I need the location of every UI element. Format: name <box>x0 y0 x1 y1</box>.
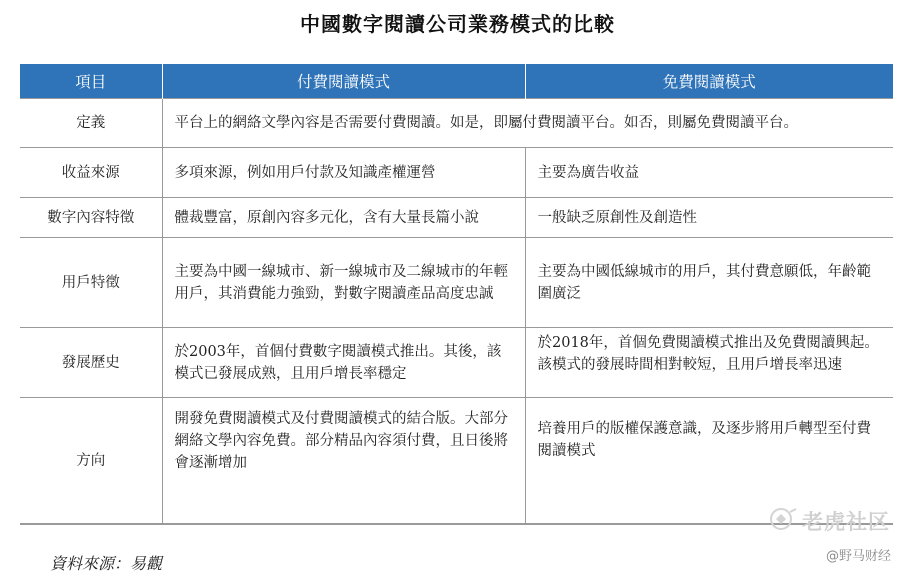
free-cell: 主要為中國低線城市的用戶，其付費意願低，年齡範圍廣泛 <box>525 238 893 328</box>
paid-cell: 主要為中國一線城市、新一線城市及二線城市的年輕用戶，其消費能力強勁，對數字閱讀產品高度忠誠 <box>162 238 525 328</box>
free-cell: 一般缺乏原創性及創造性 <box>525 198 893 238</box>
table-row <box>20 198 893 238</box>
free-cell: 主要為廣告收益 <box>525 148 893 198</box>
table-row <box>20 398 893 525</box>
table-row <box>20 148 893 198</box>
table-row <box>20 238 893 328</box>
source-note: 資料來源：易觀 <box>50 554 163 573</box>
paid-cell: 於2003年，首個付費數字閱讀模式推出。其後，該模式已發展成熟，且用戶增長率穩定 <box>162 328 525 398</box>
definition-cell: 平台上的網絡文學內容是否需要付費閱讀。如是，即屬付費閱讀平台。如否，則屬免費閱讀平台。 <box>162 99 893 148</box>
paid-cell: 多項來源，例如用戶付款及知識產權運營 <box>162 148 525 198</box>
page-title: 中國數字閱讀公司業務模式的比較 <box>300 12 615 36</box>
row-label: 數字內容特徵 <box>20 198 162 238</box>
free-cell: 培養用戶的版權保護意識，及逐步將用戶轉型至付費閱讀模式 <box>525 398 893 525</box>
row-label: 定義 <box>20 99 162 148</box>
paid-cell: 體裁豐富，原創內容多元化，含有大量長篇小說 <box>162 198 525 238</box>
comparison-table <box>20 64 893 525</box>
header-free-model: 免費閱讀模式 <box>525 64 893 99</box>
row-label: 發展歷史 <box>20 328 162 398</box>
free-cell: 於2018年，首個免費閱讀模式推出及免費閱讀興起。該模式的發展時間相對較短，且用戶增長率迅速 <box>525 328 893 398</box>
table-row <box>20 328 893 398</box>
row-label: 用戶特徵 <box>20 238 162 328</box>
watermark-brand: 老虎社区 <box>802 510 890 534</box>
header-item: 項目 <box>20 64 162 99</box>
table-header-row <box>20 64 893 99</box>
tiger-logo-icon <box>768 507 798 531</box>
watermark-source: @野马财经 <box>826 549 892 564</box>
header-paid-model: 付費閱讀模式 <box>162 64 525 99</box>
row-label: 方向 <box>20 398 162 525</box>
paid-cell: 開發免費閱讀模式及付費閱讀模式的結合版。大部分網絡文學內容免費。部分精品內容須付費，且日後將會逐漸增加 <box>162 398 525 525</box>
table-row <box>20 99 893 148</box>
row-label: 收益來源 <box>20 148 162 198</box>
